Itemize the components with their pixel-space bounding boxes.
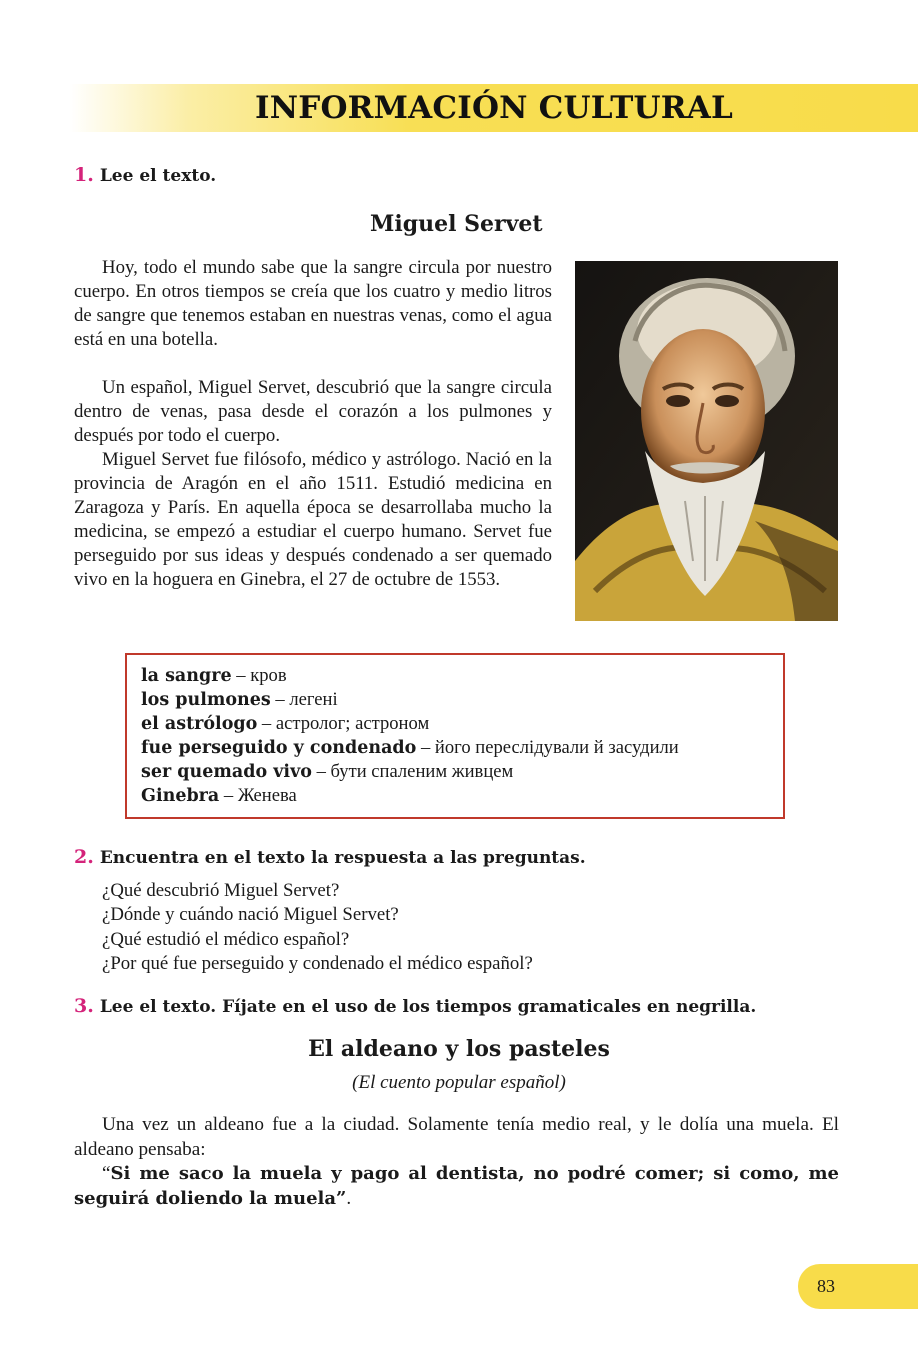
task-number: 2. <box>74 846 94 868</box>
vocab-entry: ser quemado vivo – бути спаленим живцем <box>141 761 514 782</box>
vocab-entry: Ginebra – Женева <box>141 785 297 806</box>
question: ¿Qué descubrió Miguel Servet? <box>102 880 340 901</box>
page-number-tab <box>798 1264 918 1309</box>
article-paragraph: Hoy, todo el mundo sabe que la sangre circula por nuestro cuerpo. En otros tiempos se creía que los cuatro y medio litros de sangre que tenemos estaban en nuestras venas, como el agua está en una botella. <box>74 257 552 350</box>
question: ¿Dónde y cuándo nació Miguel Servet? <box>102 904 399 925</box>
title-banner <box>70 84 918 132</box>
vocabulary-box <box>125 653 785 819</box>
task-1 <box>74 164 216 186</box>
article-title: Miguel Servet <box>370 211 543 237</box>
task-number: 1. <box>74 164 94 186</box>
vocab-entry: la sangre – кров <box>141 665 287 686</box>
vocab-entry: fue perseguido y condenado – його переслідували й засудили <box>141 737 679 758</box>
story-paragraph: Una vez un aldeano fue a la ciudad. Solamente tenía medio real, y le dolía una muela. El aldeano pensaba: <box>74 1114 839 1160</box>
story-quote: “Si me saco la muela y pago al dentista, no podré comer; si como, me seguirá doliendo la muela”. <box>74 1163 839 1209</box>
story-subtitle: (El cuento popular español) <box>352 1072 566 1093</box>
task-number: 3. <box>74 995 94 1017</box>
task-instruction: Lee el texto. <box>99 166 217 186</box>
vocab-entry: el astrólogo – астролог; астроном <box>141 713 430 734</box>
vocab-entry: los pulmones – легені <box>141 689 338 710</box>
task-instruction: Lee el texto. Fíjate en el uso de los tiempos gramaticales en negrilla. <box>99 997 757 1017</box>
question: ¿Por qué fue perseguido y condenado el médico español? <box>102 953 533 974</box>
task-instruction: Encuentra en el texto la respuesta a las preguntas. <box>99 848 586 868</box>
page-number: 83 <box>817 1276 835 1296</box>
portrait-icon <box>575 261 838 621</box>
page-title: INFORMACIÓN CULTURAL <box>255 90 733 126</box>
story-title: El aldeano y los pasteles <box>308 1036 610 1062</box>
question: ¿Qué estudió el médico español? <box>102 929 350 950</box>
article-paragraph: Un español, Miguel Servet, descubrió que la sangre circula dentro de venas, pasa desde el corazón a los pulmones y después por todo el cuerpo. <box>74 377 552 446</box>
article-paragraph: Miguel Servet fue filósofo, médico y astrólogo. Nació en la provincia de Aragón en el año 1511. Estudió medicina en Zaragoza y París. En aquella época se desarrollaba mucho la medicina, se empezó a estudiar el cuerpo humano. Servet fue perseguido por sus ideas y después condenado a ser quemado vivo en la hoguera en Ginebra, el 27 de octubre de 1553. <box>74 449 552 590</box>
task-2 <box>74 846 586 868</box>
task-3 <box>74 995 756 1017</box>
